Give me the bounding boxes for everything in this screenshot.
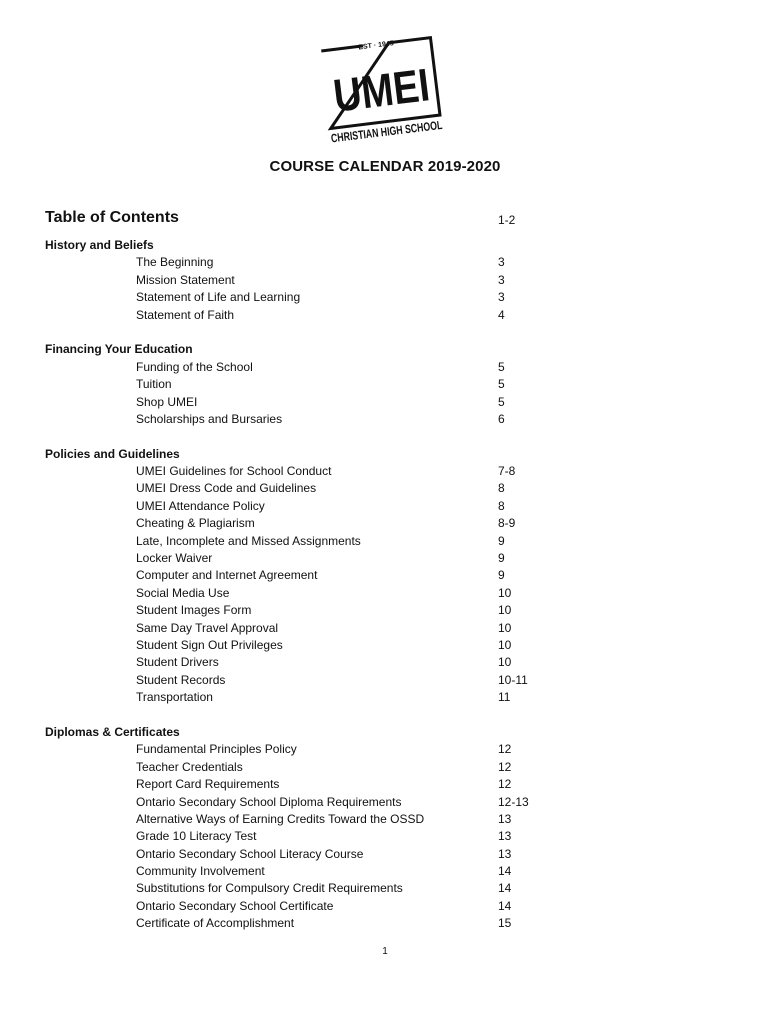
entry-page: 9 [498, 533, 505, 548]
entry-page: 12 [498, 759, 512, 774]
entry-page: 13 [498, 829, 512, 844]
entry-title: UMEI Guidelines for School Conduct [136, 464, 332, 479]
entry-page: 12-13 [498, 794, 529, 809]
entry-page: 5 [498, 359, 505, 374]
toc-entry [0, 846, 770, 863]
toc-entry [0, 620, 770, 637]
toc-entry [0, 533, 770, 550]
toc-entry [0, 898, 770, 915]
entry-title: Social Media Use [136, 585, 230, 600]
toc-entry [0, 811, 770, 828]
toc-entry [0, 741, 770, 758]
toc-section-diplomas-and-certificates [0, 724, 770, 933]
entry-page: 10 [498, 585, 512, 600]
table-of-contents [0, 237, 770, 950]
toc-entry [0, 915, 770, 932]
toc-entry [0, 480, 770, 497]
entry-page: 12 [498, 742, 512, 757]
toc-heading-page: 1-2 [498, 213, 516, 227]
entry-title: UMEI Dress Code and Guidelines [136, 481, 317, 496]
entry-page: 10 [498, 655, 512, 670]
entry-title: Ontario Secondary School Literacy Course [136, 846, 364, 861]
entry-page: 5 [498, 377, 505, 392]
toc-entry [0, 289, 770, 306]
entry-title: Fundamental Principles Policy [136, 742, 297, 757]
toc-entry [0, 637, 770, 654]
toc-entry [0, 272, 770, 289]
entry-title: Ontario Secondary School Certificate [136, 898, 334, 913]
entry-title: The Beginning [136, 255, 214, 270]
entry-page: 14 [498, 864, 512, 879]
toc-heading: Table of Contents [45, 209, 179, 226]
toc-entry [0, 254, 770, 271]
entry-title: Statement of Faith [136, 307, 235, 322]
entry-title: Late, Incomplete and Missed Assignments [136, 533, 361, 548]
entry-title: Student Images Form [136, 603, 252, 618]
toc-entry [0, 515, 770, 532]
toc-entry [0, 463, 770, 480]
toc-section-history-and-beliefs [0, 237, 770, 324]
entry-page: 10 [498, 603, 512, 618]
entry-page: 9 [498, 551, 505, 566]
page-number: 1 [382, 946, 388, 957]
entry-title: Shop UMEI [136, 394, 198, 409]
toc-entry [0, 567, 770, 584]
toc-entry [0, 654, 770, 671]
toc-entry [0, 307, 770, 324]
entry-title: Transportation [136, 690, 213, 705]
entry-title: Student Records [136, 672, 226, 687]
entry-title: Community Involvement [136, 864, 265, 879]
entry-title: Cheating & Plagiarism [136, 516, 255, 531]
entry-page: 14 [498, 881, 512, 896]
entry-title: Same Day Travel Approval [136, 620, 279, 635]
entry-title: Teacher Credentials [136, 759, 243, 774]
toc-entry [0, 672, 770, 689]
toc-entry [0, 550, 770, 567]
toc-entry [0, 759, 770, 776]
section-title: Policies and Guidelines [45, 446, 180, 461]
toc-section-financing-your-education [0, 341, 770, 428]
toc-section-policies-and-guidelines [0, 446, 770, 707]
toc-entry [0, 585, 770, 602]
entry-page: 10-11 [498, 672, 528, 687]
toc-entry [0, 863, 770, 880]
toc-entry [0, 376, 770, 393]
toc-entry [0, 394, 770, 411]
toc-entry [0, 359, 770, 376]
entry-title: Student Sign Out Privileges [136, 637, 283, 652]
entry-title: UMEI Attendance Policy [136, 498, 265, 513]
entry-title: Tuition [136, 377, 172, 392]
entry-title: Mission Statement [136, 272, 235, 287]
entry-page: 8 [498, 481, 505, 496]
entry-title: Scholarships and Bursaries [136, 411, 283, 426]
entry-title: Grade 10 Literacy Test [136, 829, 257, 844]
logo-name: UMEI [330, 55, 452, 122]
entry-title: Funding of the School [136, 359, 253, 374]
entry-page: 6 [498, 411, 505, 426]
entry-title: Computer and Internet Agreement [136, 568, 318, 583]
entry-title: Statement of Life and Learning [136, 290, 301, 305]
entry-title: Substitutions for Compulsory Credit Requirements [136, 881, 403, 896]
toc-entry [0, 776, 770, 793]
entry-page: 13 [498, 846, 512, 861]
document-title: COURSE CALENDAR 2019-2020 [269, 158, 501, 175]
entry-page: 11 [498, 690, 511, 705]
section-title: Financing Your Education [45, 342, 193, 357]
toc-entry [0, 828, 770, 845]
entry-page: 12 [498, 777, 512, 792]
entry-page: 8-9 [498, 516, 516, 531]
entry-page: 13 [498, 811, 512, 826]
entry-page: 9 [498, 568, 505, 583]
entry-page: 7-8 [498, 464, 516, 479]
entry-page: 10 [498, 620, 512, 635]
entry-title: Alternative Ways of Earning Credits Toward the OSSD [136, 811, 425, 826]
entry-title: Report Card Requirements [136, 777, 280, 792]
logo-tagline: CHRISTIAN HIGH SCHOOL [330, 112, 485, 146]
toc-entry [0, 602, 770, 619]
toc-entry [0, 689, 770, 706]
entry-title: Ontario Secondary School Diploma Requirements [136, 794, 402, 809]
toc-entry [0, 794, 770, 811]
toc-entry [0, 498, 770, 515]
entry-page: 14 [498, 898, 512, 913]
section-title: Diplomas & Certificates [45, 724, 180, 739]
entry-page: 3 [498, 255, 505, 270]
toc-entry [0, 880, 770, 897]
logo-established: EST · 1945 [358, 40, 395, 52]
school-logo [320, 30, 485, 146]
entry-page: 3 [498, 290, 505, 305]
entry-page: 5 [498, 394, 505, 409]
toc-entry [0, 411, 770, 428]
entry-page: 8 [498, 498, 505, 513]
entry-page: 15 [498, 916, 512, 931]
entry-page: 4 [498, 307, 505, 322]
entry-title: Locker Waiver [136, 551, 213, 566]
entry-page: 3 [498, 272, 505, 287]
entry-page: 10 [498, 637, 512, 652]
entry-title: Certificate of Accomplishment [136, 916, 295, 931]
section-title: History and Beliefs [45, 238, 154, 252]
entry-title: Student Drivers [136, 655, 219, 670]
